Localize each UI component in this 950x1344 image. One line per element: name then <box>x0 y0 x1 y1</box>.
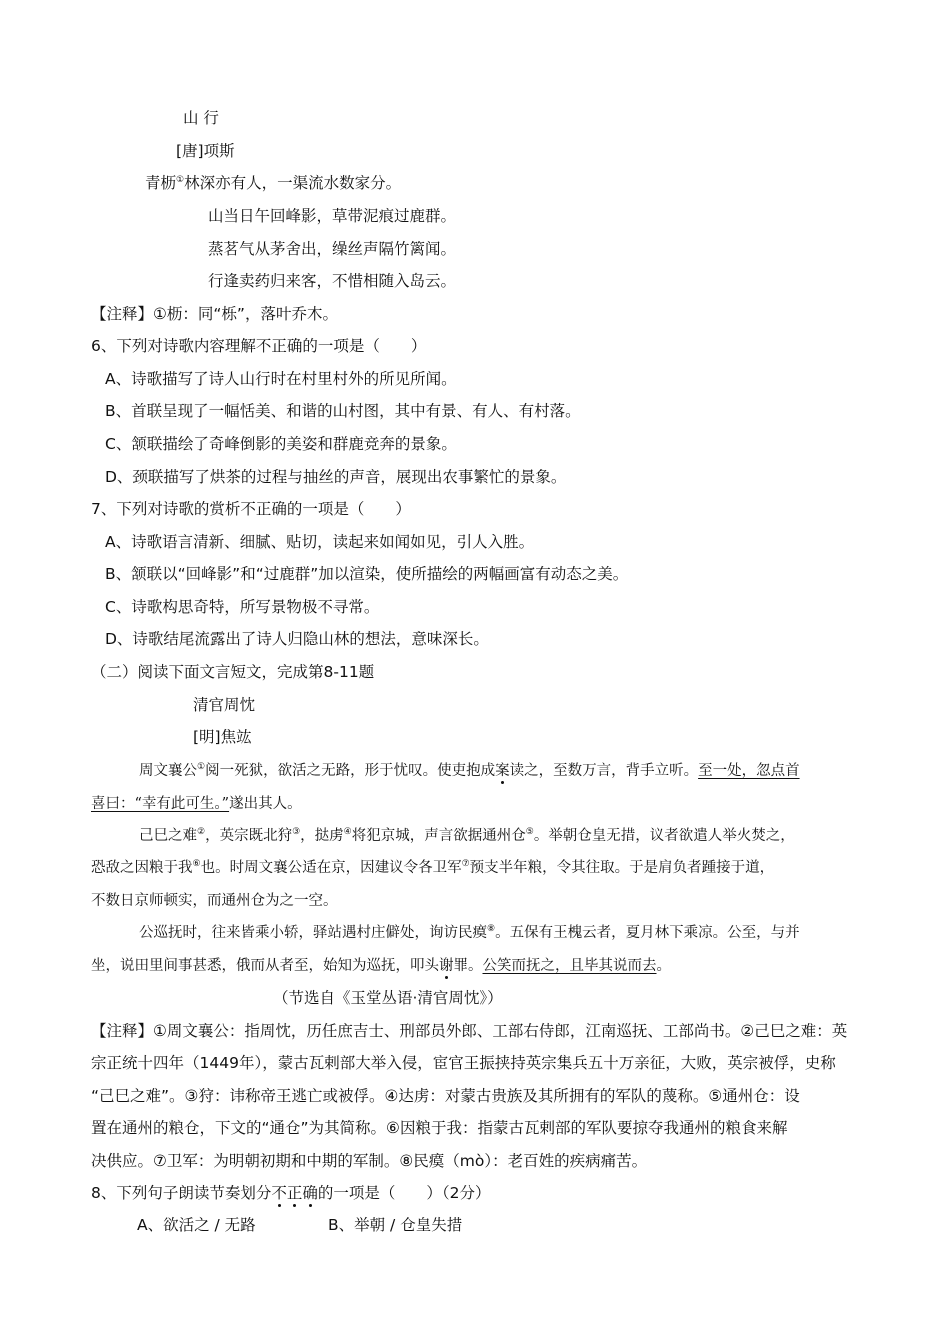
emphasis-dot-char: 确 <box>302 1184 318 1202</box>
answer-option: B、首联呈现了一幅恬美、和谐的山村图，其中有景、有人、有村落。 <box>105 402 581 420</box>
poem-note: 【注释】①枥：同“栎”，落叶乔木。 <box>91 305 338 323</box>
poem-line: 青枥①林深亦有人，一渠流水数家分。 <box>145 174 402 192</box>
emphasis-dot-char: 正 <box>286 1184 303 1202</box>
underlined-sentence: 喜曰：“幸有此可生。” <box>91 796 230 812</box>
passage-source: （节选自《玉堂丛语·清官周忱》） <box>273 989 503 1007</box>
emphasis-dot-char: 谢 <box>439 958 454 974</box>
note-line: 【注释】①周文襄公：指周忱，历任庶吉士、刑部员外郎、工部右侍郎，江南巡抚、工部尚书。②己巳之难：英 <box>91 1022 848 1040</box>
question-stem: 6、下列对诗歌内容理解不正确的一项是（ ） <box>91 337 427 355</box>
passage-line: 周文襄公①阅一死狱，欲活之无路，形于忧叹。使吏抱成案读之，至数万言，背手立听。至一处，忽点首 <box>139 762 800 779</box>
passage-line: 己巳之难②，英宗既北狩③，挞虏④将犯京城，声言欲据通州仓⑤。举朝仓皇无措，议者欲遣人举火焚之， <box>139 827 795 844</box>
passage-line: 喜曰：“幸有此可生。”遂出其人。 <box>91 796 302 812</box>
passage-author: [明]焦竑 <box>193 728 252 746</box>
emphasis-dot-char: 案 <box>495 763 510 779</box>
passage-line: 公巡抚时，往来皆乘小轿，驿站遇村庄僻处，询访民瘼⑧。五保有王槐云者，夏月林下乘凉。公至，与并 <box>139 924 800 941</box>
passage-title: 清官周忱 <box>193 696 256 714</box>
poem-line: 行逢卖药归来客，不惜相随入岛云。 <box>208 272 457 290</box>
answer-option: B、举朝 / 仓皇失措 <box>328 1216 463 1234</box>
answer-option: D、颈联描写了烘茶的过程与抽丝的声音，展现出农事繁忙的景象。 <box>105 468 567 486</box>
passage-line: 不数日京师顿实，而通州仓为之一空。 <box>91 893 338 909</box>
passage-line: 恐敌之因粮于我⑥也。时周文襄公适在京，因建议令各卫军⑦预支半年粮，令其往取。于是肩负者踵接于道， <box>91 859 775 876</box>
question-stem: 8、下列句子朗读节奏划分不正确的一项是（ ）（2分） <box>91 1184 491 1202</box>
note-line: 置在通州的粮仓，下文的“通仓”为其简称。⑥因粮于我：指蒙古瓦剌部的军队要掠夺我通州的粮食来解 <box>91 1119 788 1137</box>
answer-option: C、诗歌构思奇特，所写景物极不寻常。 <box>105 598 380 616</box>
poem-author: [唐]项斯 <box>176 142 235 160</box>
question-stem: 7、下列对诗歌的赏析不正确的一项是（ ） <box>91 500 411 518</box>
emphasis-dot-char: 不 <box>271 1184 287 1202</box>
answer-option: B、颔联以“回峰影”和“过鹿群”加以渲染，使所描绘的两幅画富有动态之美。 <box>105 565 629 583</box>
note-line: 决供应。⑦卫军：为明朝初期和中期的军制。⑧民瘼（mò）：老百姓的疾病痛苦。 <box>91 1152 648 1170</box>
poem-line: 蒸茗气从茅舍出，缲丝声隔竹篱闻。 <box>208 240 457 258</box>
poem-line: 山当日午回峰影，草带泥痕过鹿群。 <box>208 207 457 225</box>
underlined-sentence: 至一处，忽点首 <box>698 763 800 779</box>
note-line: 宗正统十四年（1449年），蒙古瓦剌部大举入侵，宦官王振挟持英宗集兵五十万亲征，大败，英宗被俘，史称 <box>91 1054 836 1072</box>
poem-title: 山 行 <box>183 109 219 127</box>
answer-option: A、诗歌描写了诗人山行时在村里村外的所见所闻。 <box>105 370 457 388</box>
section-heading: （二）阅读下面文言短文，完成第8-11题 <box>91 663 375 681</box>
note-line: “己巳之难”。③狩：讳称帝王逃亡或被俘。④达虏：对蒙古贵族及其所拥有的军队的蔑称。⑤通州仓：设 <box>91 1087 800 1105</box>
underlined-sentence: 公笑而抚之，且毕其说而去 <box>482 958 657 974</box>
answer-option: A、欲活之 / 无路 <box>137 1216 256 1234</box>
answer-option: A、诗歌语言清新、细腻、贴切，读起来如闻如见，引人入胜。 <box>105 533 535 551</box>
answer-option: C、颔联描绘了奇峰倒影的美姿和群鹿竞奔的景象。 <box>105 435 457 453</box>
passage-line: 坐，说田里间事甚悉，俄而从者至，始知为巡抚，叩头谢罪。公笑而抚之，且毕其说而去。 <box>91 958 671 974</box>
footnote-marker: ① <box>176 175 185 185</box>
answer-option: D、诗歌结尾流露出了诗人归隐山林的想法，意味深长。 <box>105 630 489 648</box>
